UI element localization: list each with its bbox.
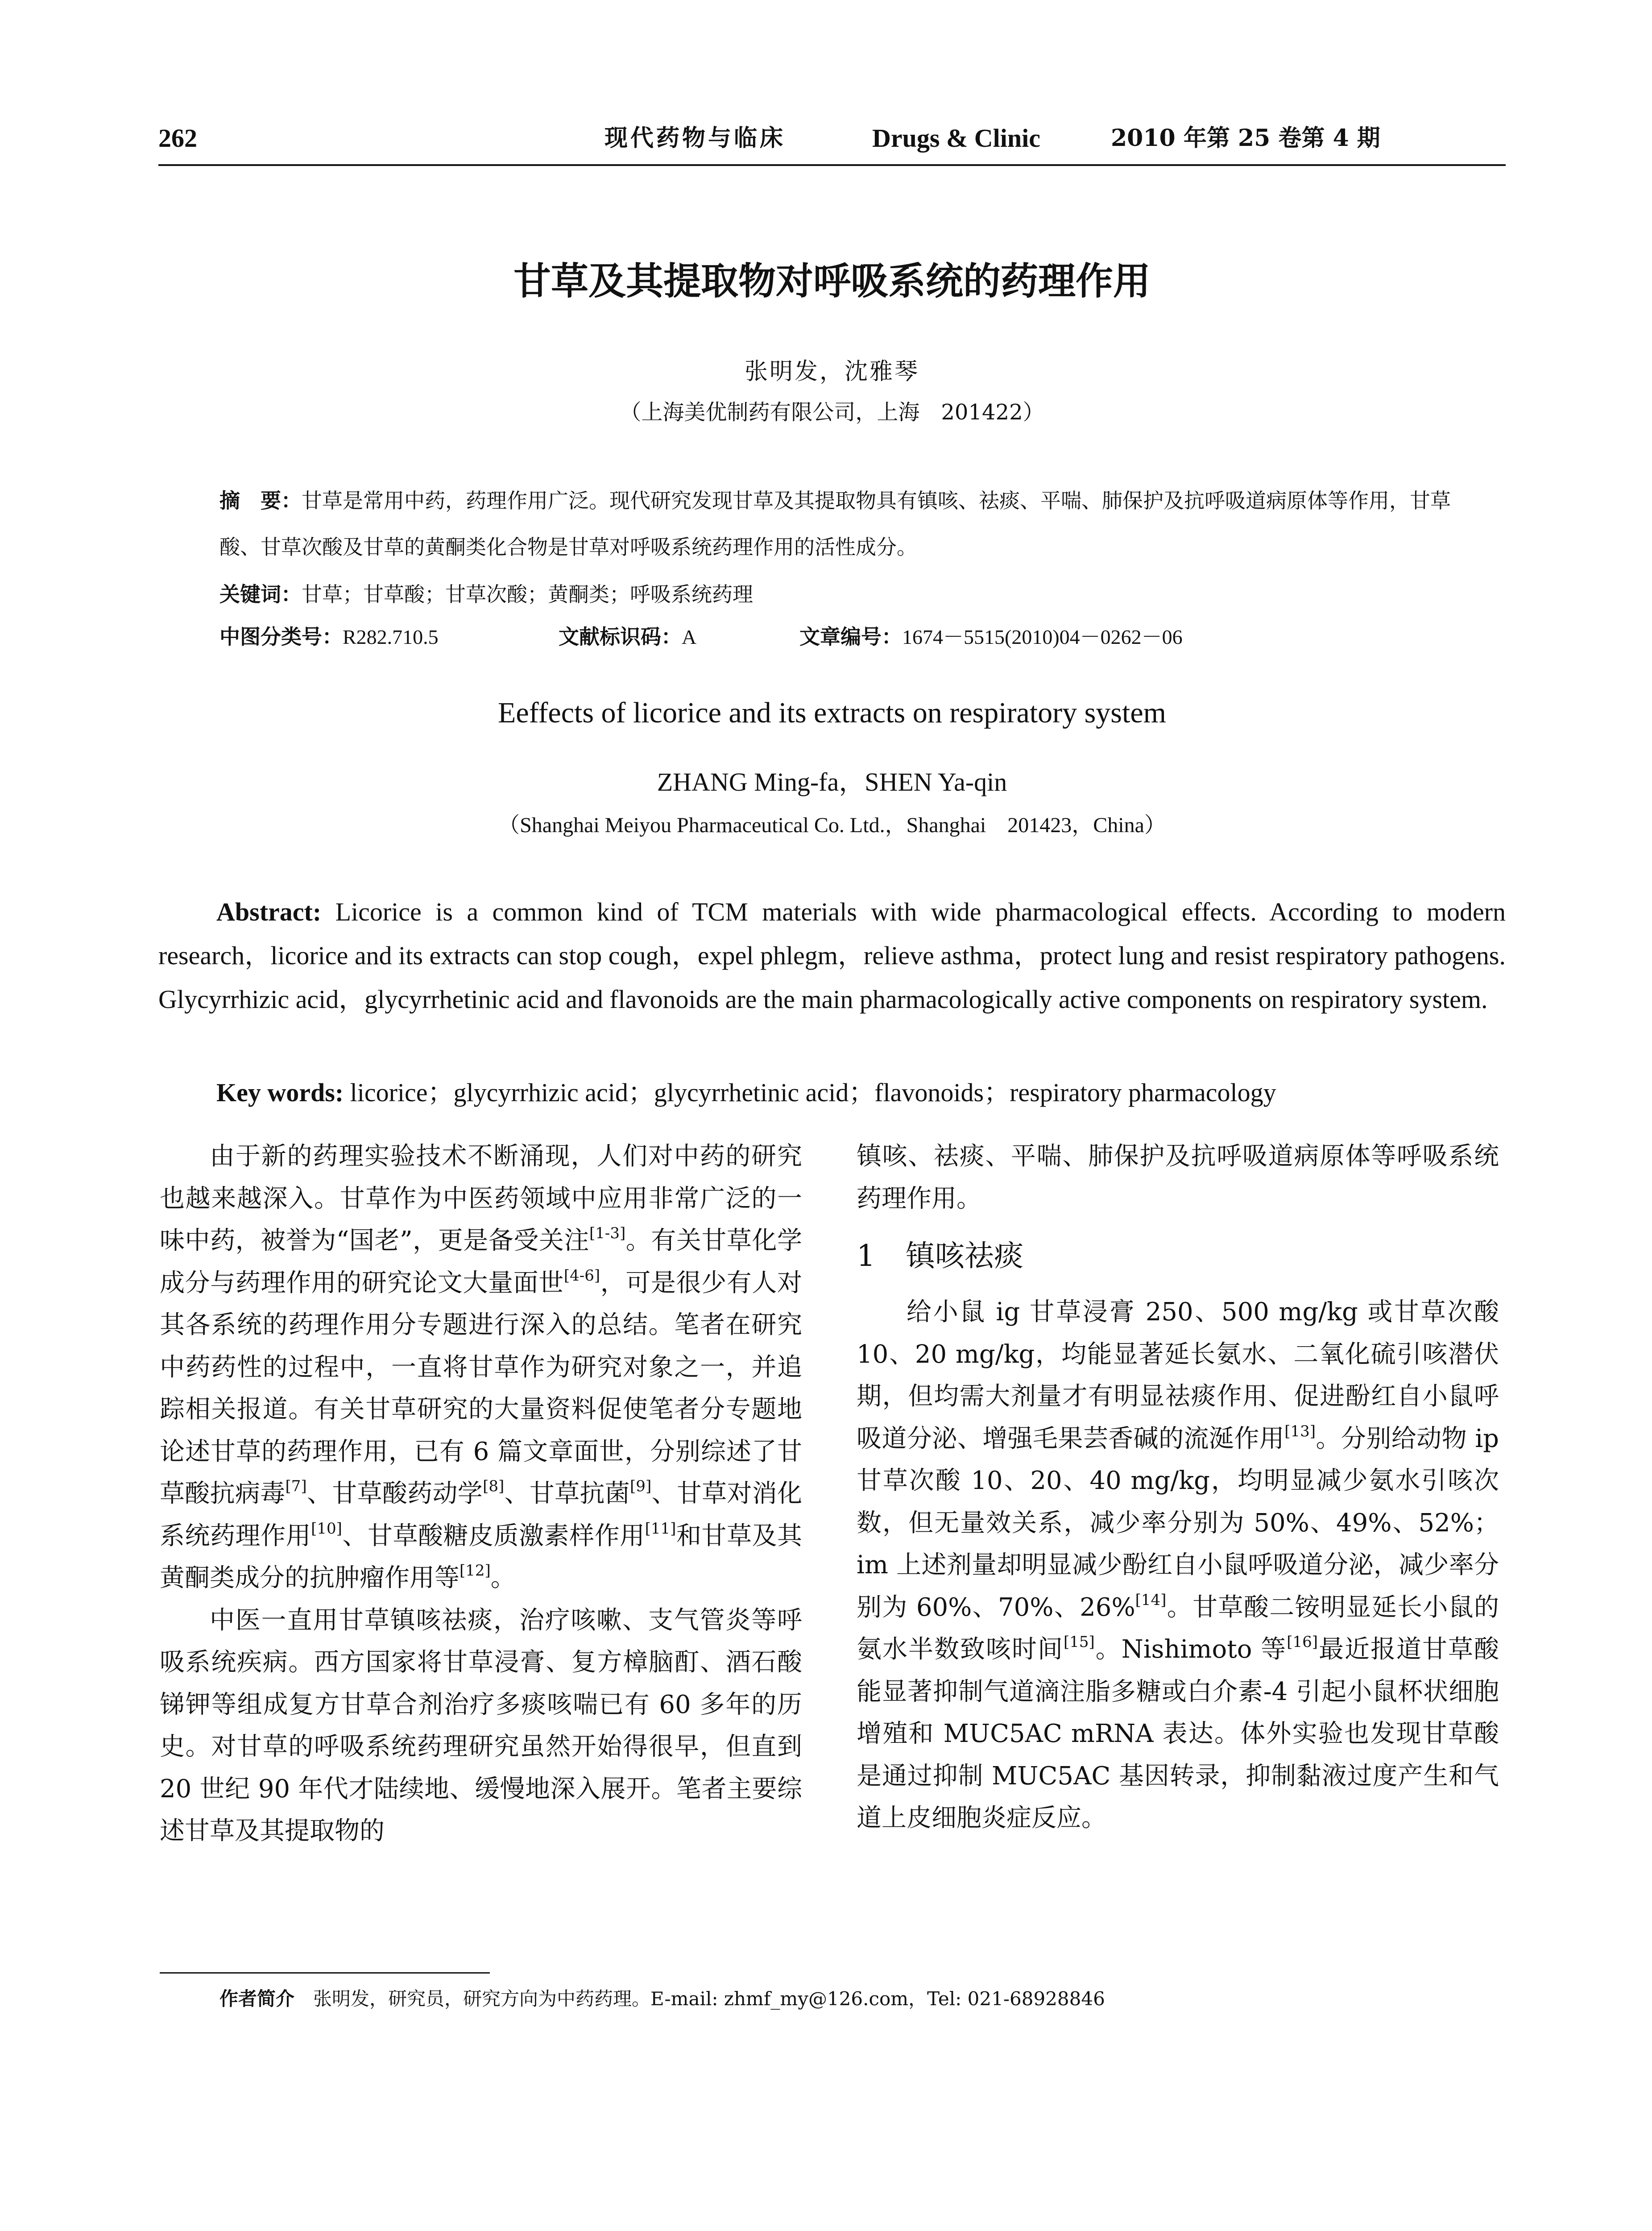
citation: [1-3] <box>589 1224 626 1242</box>
header-rule <box>158 164 1506 166</box>
abstract-en <box>158 890 1506 1021</box>
keywords-cn-label: 关键词： <box>219 582 302 606</box>
keywords-en <box>216 1071 1506 1115</box>
affiliation-cn: （上海美优制药有限公司，上海 201422） <box>620 400 1044 425</box>
doc-code-label: 文献标识码： <box>559 625 682 649</box>
footnote-label: 作者简介 <box>219 1988 295 2010</box>
clc-value: R282.710.5 <box>343 626 439 648</box>
citation: [4-6] <box>563 1266 600 1285</box>
body-paragraph: 给小鼠 ig 甘草浸膏 250、500 mg/kg 或甘草次酸 10、20 mg/kg，均能显著延长氨水、二氧化硫引咳潜伏期，但均需大剂量才有明显祛痰作用、促进酚红自小鼠呼吸道分泌、增强毛果芸香碱的流涎作用[13]。分别给动物 ip 甘草次酸 10、20、40 mg/kg，均明显减少氨水引咳次数，但无量效关系，减少率分别为 50%、49%、52%；im 上述剂量却明显减少酚红自小鼠呼吸道分泌，减少率分别为 60%、70%、26%[14]。甘草酸二铵明显延长小鼠的氨水半数致咳时间[15]。Nishimoto 等[16]最近报道甘草酸能显著抑制气道滴注脂多糖或白介素-4 引起小鼠杯状细胞增殖和 MUC5AC mRNA 表达。体外实验也发现甘草酸是通过抑制 MUC5AC 基因转录，抑制黏液过度产生和气道上皮细胞炎症反应。 <box>857 1298 1499 1833</box>
citation: [8] <box>483 1477 505 1495</box>
abstract-en-text: Licorice is a common kind of TCM materials with wide pharmacological effects. According to modern research，licorice and its extracts can stop cough，expel phlegm，relieve asthma，protect lung and resist respiratory pathogens. Glycyrrhizic acid，glycyrrhetinic acid and flavonoids are the main pharmacologically active components on respiratory system. <box>158 897 1506 1014</box>
keywords-en-label: Key words: <box>216 1078 344 1107</box>
running-header <box>158 120 1506 157</box>
citation: [9] <box>630 1477 652 1495</box>
citation: [7] <box>285 1477 307 1495</box>
abstract-en-label: Abstract: <box>216 897 322 926</box>
abstract-cn-text: 甘草是常用中药，药理作用广泛。现代研究发现甘草及其提取物具有镇咳、祛痰、平喘、肺保护及抗呼吸道病原体等作用，甘草酸、甘草次酸及甘草的黄酮类化合物是甘草对呼吸系统药理作用的活性成分。 <box>219 489 1451 559</box>
journal-title-en: Drugs & Clinic <box>872 124 1040 153</box>
issue-info: 2010 年第 25 卷第 4 期 <box>1111 124 1380 152</box>
body-column-left <box>160 1136 802 1853</box>
citation: [14] <box>1135 1591 1167 1609</box>
footnote-rule <box>160 1972 490 1974</box>
body-paragraph-continued: 镇咳、祛痰、平喘、肺保护及抗呼吸道病原体等呼吸系统药理作用。 <box>857 1142 1499 1213</box>
article-no-value: 1674－5515(2010)04－0262－06 <box>902 626 1183 648</box>
article-title-cn: 甘草及其提取物对呼吸系统的药理作用 <box>513 259 1151 303</box>
article-title-en: Eeffects of licorice and its extracts on respiratory system <box>498 697 1166 729</box>
abstract-cn-label: 摘 要： <box>219 489 302 513</box>
citation: [13] <box>1284 1422 1316 1440</box>
keywords-cn <box>219 571 1491 618</box>
citation: [16] <box>1287 1633 1318 1651</box>
affiliation-en: （Shanghai Meiyou Pharmaceutical Co. Ltd.，Shanghai 201423，China） <box>498 813 1166 837</box>
body-column-right <box>857 1136 1499 1840</box>
authors-cn: 张明发，沈雅琴 <box>744 358 919 385</box>
abstract-cn <box>219 477 1491 570</box>
section-number: 1 <box>857 1239 875 1273</box>
keywords-cn-text: 甘草；甘草酸；甘草次酸；黄酮类；呼吸系统药理 <box>302 582 753 606</box>
classification-line <box>219 614 1491 660</box>
section-heading <box>857 1223 1499 1290</box>
journal-title-cn: 现代药物与临床 <box>604 124 786 152</box>
author-footnote <box>219 1983 1504 2015</box>
body-paragraph: 中医一直用甘草镇咳祛痰，治疗咳嗽、支气管炎等呼吸系统疾病。西方国家将甘草浸膏、复方樟脑酊、酒石酸锑钾等组成复方甘草合剂治疗多痰咳喘已有 60 多年的历史。对甘草的呼吸系统药理研究虽然开始得很早，但直到 20 世纪 90 年代才陆续地、缓慢地深入展开。笔者主要综述甘草及其提取物的 <box>160 1605 802 1845</box>
doc-code-value: A <box>682 626 697 648</box>
body-paragraph: 由于新的药理实验技术不断涌现，人们对中药的研究也越来越深入。甘草作为中医药领域中应用非常广泛的一味中药，被誉为“国老”，更是备受关注[1-3]。有关甘草化学成分与药理作用的研究论文大量面世[4-6]，可是很少有人对其各系统的药理作用分专题进行深入的总结。笔者在研究中药药性的过程中，一直将甘草作为研究对象之一，并追踪相关报道。有关甘草研究的大量资料促使笔者分专题地论述甘草的药理作用，已有 6 篇文章面世，分别综述了甘草酸抗病毒[7]、甘草酸药动学[8]、甘草抗菌[9]、甘草对消化系统药理作用[10]、甘草酸糖皮质激素样作用[11]和甘草及其黄酮类成分的抗肿瘤作用等[12]。 <box>160 1142 803 1592</box>
citation: [15] <box>1063 1633 1095 1651</box>
keywords-en-text: licorice；glycyrrhizic acid；glycyrrhetinic acid；flavonoids；respiratory pharmacology <box>344 1078 1276 1107</box>
page-number: 262 <box>158 124 197 153</box>
section-title: 镇咳祛痰 <box>906 1239 1023 1273</box>
citation: [12] <box>460 1562 491 1580</box>
authors-en: ZHANG Ming-fa，SHEN Ya-qin <box>657 767 1007 796</box>
footnote-text: 张明发，研究员，研究方向为中药药理。E-mail: zhmf_my@126.com，Tel: 021-68928846 <box>294 1988 1105 2010</box>
clc-label: 中图分类号： <box>219 625 343 649</box>
citation: [11] <box>645 1519 676 1538</box>
citation: [10] <box>311 1519 342 1538</box>
article-no-label: 文章编号： <box>799 625 902 649</box>
